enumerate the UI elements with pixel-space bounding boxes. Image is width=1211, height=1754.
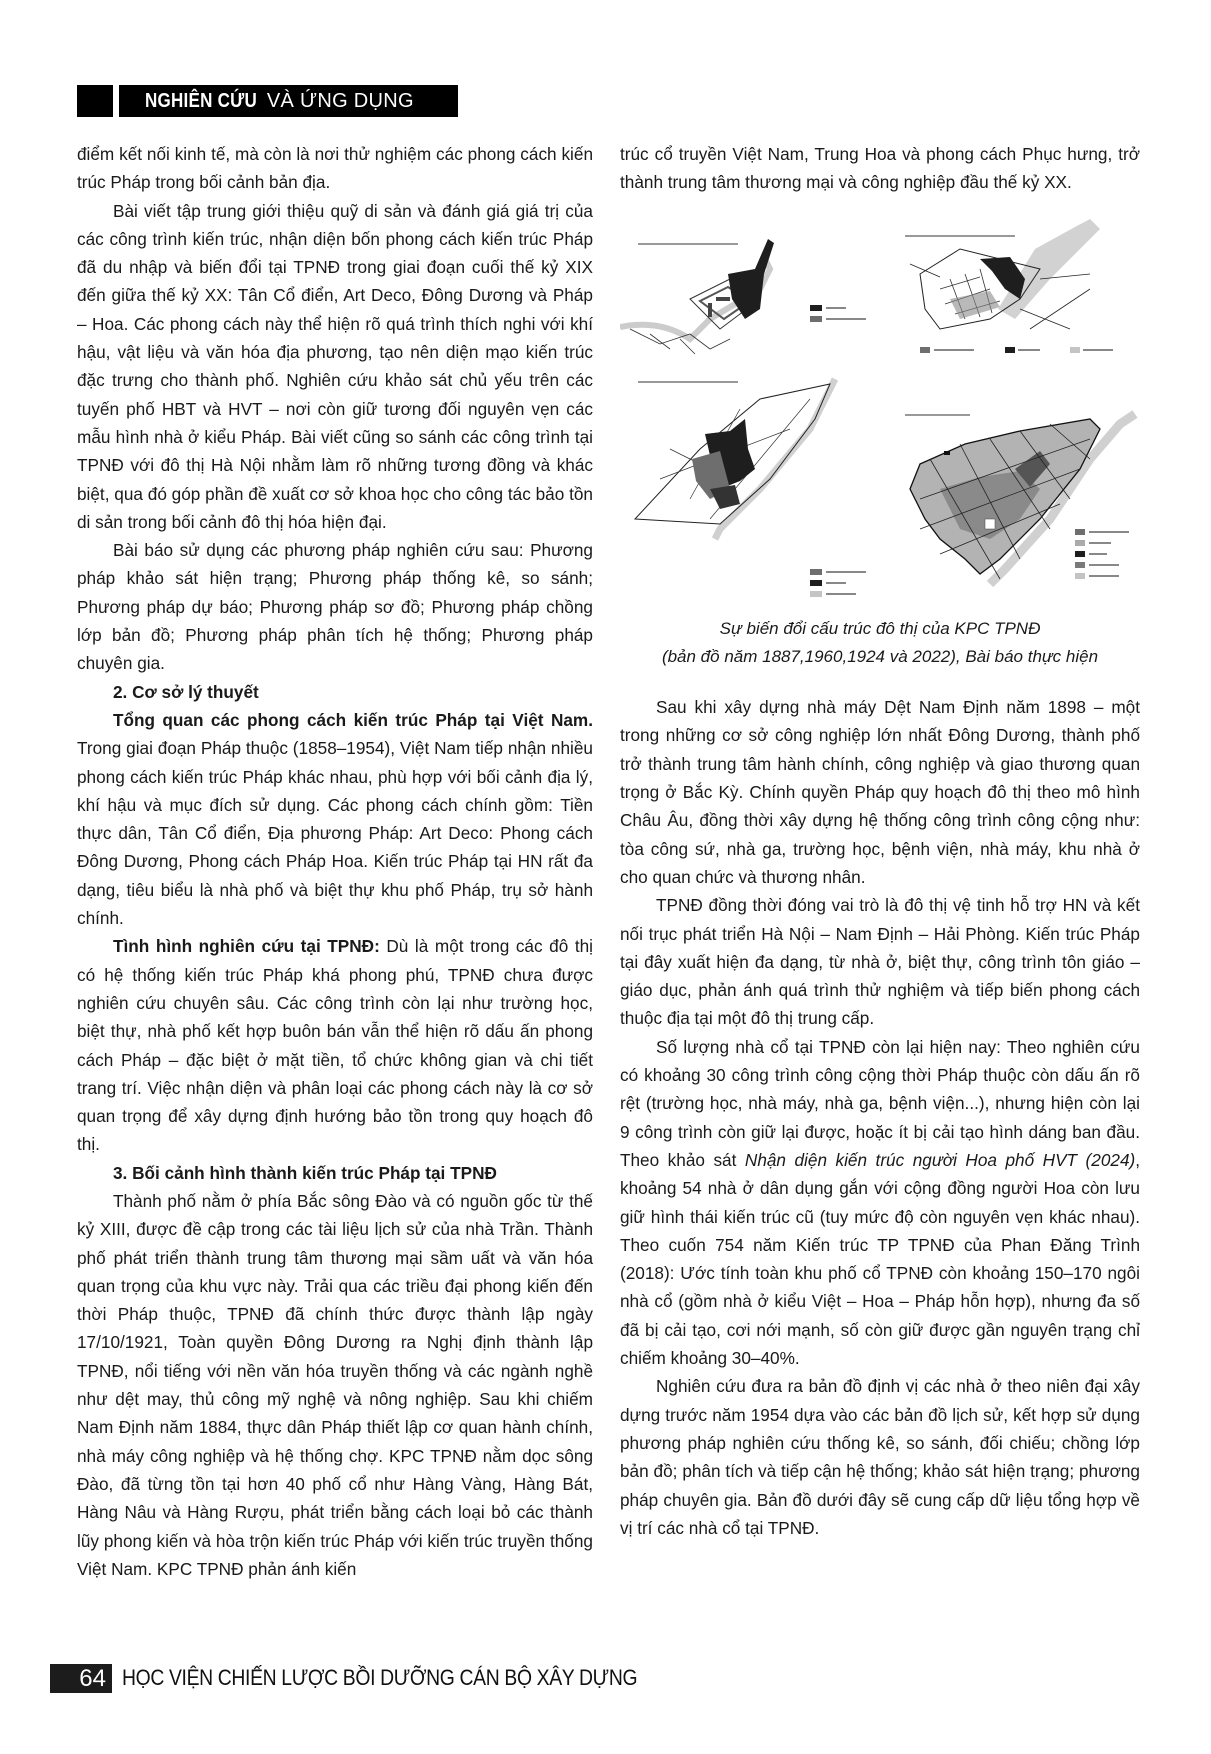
page-number: 64 (50, 1664, 112, 1693)
figure-caption-source: (bản đồ năm 1887,1960,1924 và 2022), Bài báo thực hiện (661, 646, 1099, 666)
inline-heading: Tổng quan các phong cách kiến trúc Pháp tại Việt Nam. (113, 709, 593, 730)
paragraph: Tình hình nghiên cứu tại TPNĐ: Dù là một trong các đô thị có hệ thống kiến trúc Pháp khá phong phú, TPNĐ chưa được nghiên cứu chuyên sâu. Các công trình còn lại như trường học, biệt thự, nhà phố kết hợp buôn bán vẫn thể hiện rõ dấu ấn phong cách Pháp – đặc biệt ở mặt tiền, tổ chức không gian và chi tiết trang trí. Việc nhận diện và phân loại các phong cách này là cơ sở quan trọng để xây dựng định hướng bảo tồn trong quy hoạch đô thị. (77, 936, 594, 1155)
inline-heading: Tình hình nghiên cứu tại TPNĐ: (113, 936, 380, 957)
paragraph: Số lượng nhà cổ tại TPNĐ còn lại hiện nay: Theo nghiên cứu có khoảng 30 công trình công cộng thời Pháp thuộc còn dấu ấn rõ rệt (trường học, nhà máy, nhà ga, bệnh viện...), nhưng hiện còn lại 9 công trình còn giữ lại được, hoặc ít bị cải tạo hình dáng ban đầu. Theo khảo sát Nhận diện kiến trúc người Hoa phố HVT (2024), khoảng 54 nhà ở dân dụng gắn với cộng đồng người Hoa còn lưu giữ hình thái kiến trúc cũ (tuy mức độ còn nguyên vẹn khác nhau). Theo cuốn 754 năm Kiến trúc TP TPNĐ của Phan Đăng Trình (2018): Ước tính toàn khu phố cổ TPNĐ còn khoảng 150–170 ngôi nhà cổ (gồm nhà ở kiểu Việt – Hoa – Pháp hỗn hợp), nhưng đa số đã bị cải tạo, cơi nới mạnh, số còn giữ được gần nguyên trạng chỉ chiếm khoảng 30–40%. (620, 1036, 1141, 1369)
section-heading: 2. Cơ sở lý thuyết (113, 681, 259, 702)
urban-structure-maps-figure (620, 219, 1140, 607)
cited-survey-title: Nhận diện kiến trúc người Hoa phố HVT (2024) (744, 1149, 1136, 1170)
map-grid-illustration (620, 219, 1140, 607)
paragraph: Tổng quan các phong cách kiến trúc Pháp tại Việt Nam. Trong giai đoạn Pháp thuộc (1858–1954), Việt Nam tiếp nhận nhiều phong cách kiến trúc Pháp khác nhau, phù hợp với bối cảnh địa lý, khí hậu và mục đích sử dụng. Các phong cách chính gồm: Tiền thực dân, Tân Cổ điển, Địa phương Pháp: Art Deco: Phong cách Đông Dương, Phong cách Pháp Hoa. Kiến trúc Pháp tại HN rất đa dạng, tiêu biểu là nhà phố và biệt thự khu phố Pháp, trụ sở hành chính. (77, 709, 593, 929)
header-accent-block (77, 85, 113, 117)
paragraph: TPNĐ đồng thời đóng vai trò là đô thị vệ tinh hỗ trợ HN và kết nối trục phát triển Hà Nội – Nam Định – Hải Phòng. Kiến trúc Pháp tại đây xuất hiện đa dạng, từ nhà ở, biệt thự, công trình tôn giáo – giáo dục, phản ánh quá trình thử nghiệm và tiếp biến phong cách thuộc địa tại một đô thị trung cấp. (620, 895, 1140, 1029)
map-1924 (635, 379, 835, 539)
map-2022 (905, 414, 1135, 584)
section-header-regular: VÀ ỨNG DỤNG (266, 89, 414, 112)
section-header-bold: NGHIÊN CỨU (145, 89, 258, 112)
paragraph: Nghiên cứu đưa ra bản đồ định vị các nhà ở theo niên đại xây dựng trước năm 1954 dựa vào các bản đồ lịch sử, kết hợp sử dụng phương pháp nghiên cứu thống kê, so sánh, đối chiếu; chồng lớp bản đồ; phân tích và tiếp cận hệ thống; khảo sát hiện trạng; phương pháp chuyên gia. Bản đồ dưới đây sẽ cung cấp dữ liệu tổng hợp về vị trí các nhà cổ tại TPNĐ. (620, 1376, 1140, 1538)
map-1887 (620, 239, 774, 354)
paragraph: Thành phố nằm ở phía Bắc sông Đào và có nguồn gốc từ thế kỷ XIII, được đề cập trong các tài liệu lịch sử của nhà Trần. Thành phố phát triển thành trung tâm thương mại sầm uất và văn hóa quan trọng của khu vực này. Trải qua các triều đại phong kiến đến thời Pháp thuộc, TPNĐ đã chính thức được thành lập ngày 17/10/1921, Toàn quyền Đông Dương ra Nghị định thành lập TPNĐ, nổi tiếng với nền văn hóa truyền thống và các ngành nghề như dệt may, thủ công mỹ nghệ và nông nghiệp. Sau khi chiếm Nam Định năm 1884, thực dân Pháp thiết lập cơ quan hành chính, nhà máy công nghiệp và hệ thống chợ. KPC TPNĐ nằm dọc sông Đào, đã từng tồn tại hơn 40 phố cổ như Hàng Vàng, Hàng Bát, Hàng Nâu và Hàng Rượu, phát triển bằng cách loại bỏ các thành lũy phong kiến và hòa trộn kiến trúc Pháp với kiến trúc truyền thống Việt Nam. KPC TPNĐ phản ánh kiến (77, 1190, 593, 1579)
publisher-name: HỌC VIỆN CHIẾN LƯỢC BỒI DƯỠNG CÁN BỘ XÂY DỰNG (122, 1665, 638, 1690)
paragraph: Bài báo sử dụng các phương pháp nghiên cứu sau: Phương pháp khảo sát hiện trạng; Phương pháp thống kê, so sánh; Phương pháp dự báo; Phương pháp sơ đồ; Phương pháp chồng lớp bản đồ; Phương pháp phân tích hệ thống; Phương pháp chuyên gia. (77, 540, 593, 674)
left-column (77, 140, 593, 1583)
map-1960 (905, 219, 1100, 329)
paragraph: Sau khi xây dựng nhà máy Dệt Nam Định năm 1898 – một trong những cơ sở công nghiệp lớn nhất Đông Dương, thành phố trở thành trung tâm hành chính, công nghiệp và giao thương quan trọng ở Bắc Kỳ. Chính quyền Pháp quy hoạch đô thị theo mô hình Châu Âu, đồng thời xây dựng hệ thống công trình công cộng như: tòa công sứ, nhà ga, trường học, bệnh viện, nhà máy, khu nhà ở cho quan chức và thương nhân. (620, 697, 1140, 887)
figure-caption-title: Sự biến đổi cấu trúc đô thị của KPC TPNĐ (719, 618, 1041, 638)
figure-caption (620, 615, 1140, 672)
paragraph: trúc cổ truyền Việt Nam, Trung Hoa và phong cách Phục hưng, trở thành trung tâm thương mại và công nghiệp đầu thế kỷ XX. (620, 144, 1140, 193)
section-header (119, 85, 458, 117)
paragraph: điểm kết nối kinh tế, mà còn là nơi thử nghiệm các phong cách kiến trúc Pháp trong bối cảnh bản địa. (77, 144, 593, 193)
paragraph: Bài viết tập trung giới thiệu quỹ di sản và đánh giá giá trị của các công trình kiến trúc, nhận diện bốn phong cách kiến trúc Pháp đã du nhập và biến đổi tại TPNĐ trong giai đoạn cuối thế kỷ XIX đến giữa thế kỷ XX: Tân Cổ điển, Art Deco, Đông Dương và Pháp – Hoa. Các phong cách này thể hiện rõ quá trình thích nghi với khí hậu, vật liệu và văn hóa địa phương, tạo nên diện mạo kiến trúc đặc trưng cho thành phố. Nghiên cứu khảo sát chủ yếu trên các tuyến phố HBT và HVT – nơi còn giữ tương đối nguyên vẹn các mẫu hình nhà ở kiểu Pháp. Bài viết cũng so sánh các công trình tại TPNĐ với đô thị Hà Nội nhằm làm rõ những tương đồng và khác biệt, qua đó góp phần đề xuất cơ sở khoa học cho công tác bảo tồn di sản trong bối cảnh đô thị hóa hiện đại. (77, 200, 593, 532)
section-heading: 3. Bối cảnh hình thành kiến trúc Pháp tại TPNĐ (113, 1162, 497, 1183)
right-column (620, 140, 1140, 1542)
